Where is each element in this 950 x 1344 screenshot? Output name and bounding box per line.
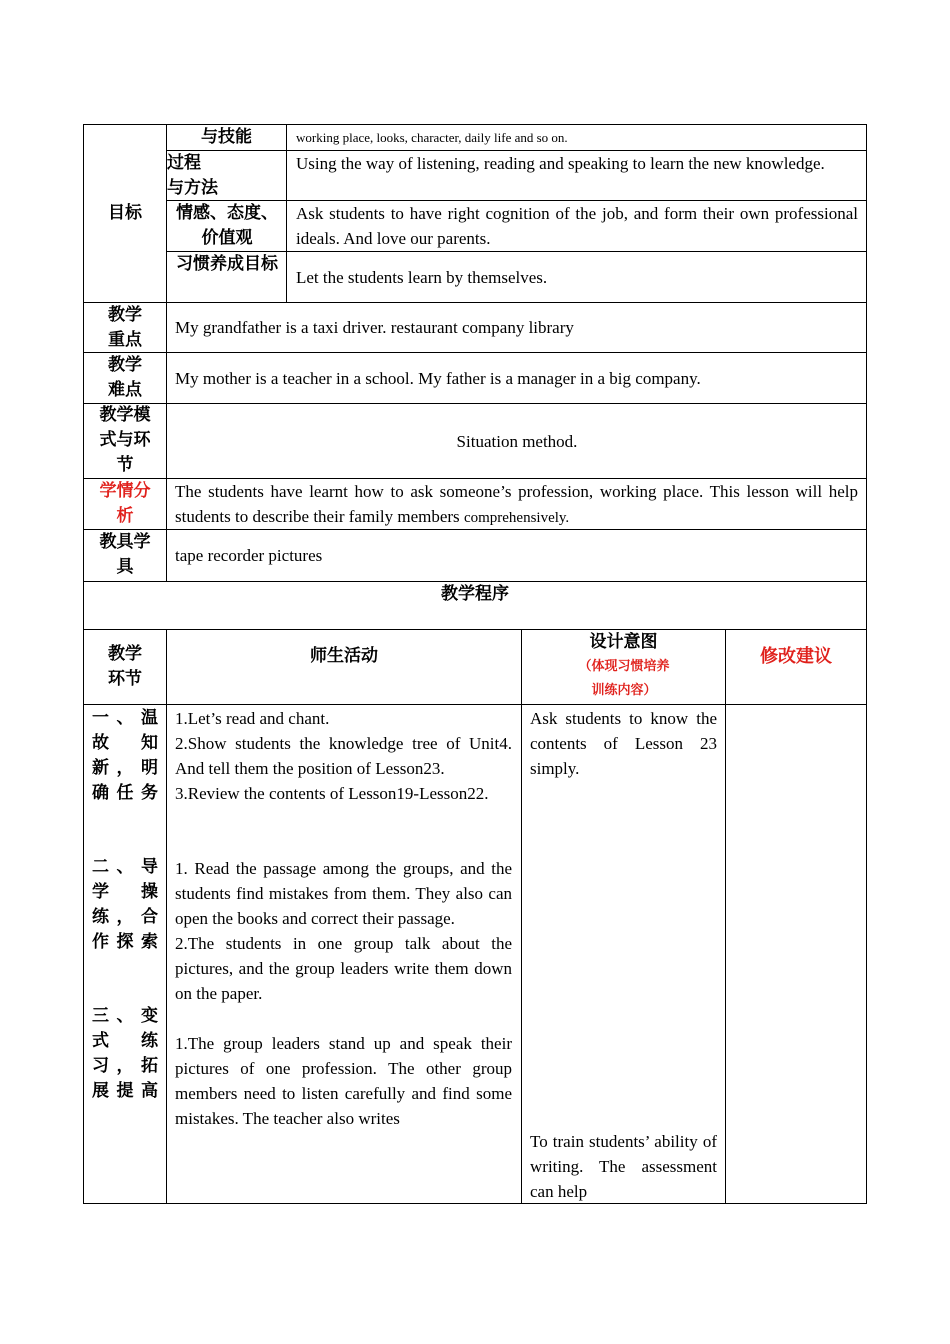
activity-1: 1.Let’s read and chant. <box>175 709 330 728</box>
teaching-tools-label: 教具学具 <box>99 532 151 577</box>
key-points-label: 教学重点 <box>108 305 142 350</box>
difficulties-text: My mother is a teacher in a school. My father is a manager in a big company. <box>175 368 701 388</box>
student-analysis-tail: comprehensively. <box>463 510 570 526</box>
teaching-mode-text: Situation method. <box>456 431 578 451</box>
difficulties-label: 教学难点 <box>108 355 142 400</box>
design-1: Ask students to know the contents of Lesson 23 simply. <box>530 709 717 778</box>
header-design: 设计意图 <box>589 632 658 652</box>
header-design-note: （体现习惯培养训练内容） <box>578 659 670 698</box>
student-analysis-label: 学情分析 <box>99 481 151 526</box>
activity-2: 2.Show students the knowledge tree of Unit4. And tell them the position of Lesson23. <box>175 734 512 778</box>
stage-1: 一、温故知新，明确任务 <box>92 708 158 803</box>
objective-text-process: Using the way of listening, reading and speaking to learn the new knowledge. <box>296 154 825 173</box>
procedure-title: 教学程序 <box>441 584 509 604</box>
student-analysis-text <box>175 479 858 529</box>
teaching-tools-text: tape recorder pictures <box>175 546 323 565</box>
activity-6: 1.The group leaders stand up and speak their pictures of one profession. The other group members need to listen carefully and find some mistakes. The teacher also writes <box>175 1034 512 1128</box>
header-stage: 教学环节 <box>108 644 142 689</box>
activity-5: 2.The students in one group talk about the pictures, and the group leaders write them down on the paper. <box>175 934 512 1003</box>
activity-3: 3.Review the contents of Lesson19-Lesson22. <box>175 784 489 803</box>
design-2: To train students’ ability of writing. The assessment can help <box>530 1132 717 1201</box>
objective-text-attitude: Ask students to have right cognition of the job, and form their own professional ideals. And love our parents. <box>296 204 858 248</box>
suggestion-cell <box>726 705 866 1203</box>
activities-cell <box>175 706 512 1202</box>
activity-4: 1. Read the passage among the groups, and the students find mistakes from them. They also can open the books and correct their passage. <box>175 859 512 928</box>
student-analysis-main: The students have learnt how to ask someone’s profession, working place. This lesson will help students to describe their family members <box>175 482 858 526</box>
objective-sub-habit: 习惯养成目标 <box>176 254 278 274</box>
objective-sub-attitude: 情感、态度、价值观 <box>176 203 278 248</box>
key-points-text: My grandfather is a taxi driver. restaurant company library <box>175 318 574 337</box>
objective-sub-process: 过程 与方法 <box>167 153 218 198</box>
teaching-mode-label: 教学模式与环节 <box>99 405 151 475</box>
objective-text-skills: working place, looks, character, daily life and so on. <box>296 129 568 145</box>
header-activity: 师生活动 <box>310 645 378 666</box>
header-suggest: 修改建议 <box>760 645 832 667</box>
objective-text-habit: Let the students learn by themselves. <box>296 267 548 287</box>
objectives-label: 目标 <box>108 203 142 223</box>
stage-2: 二、导学操练，合作探索 <box>92 857 158 952</box>
stage-3: 三、变式练习，拓展提高 <box>92 1006 158 1101</box>
objective-sub-skills: 与技能 <box>201 127 252 147</box>
